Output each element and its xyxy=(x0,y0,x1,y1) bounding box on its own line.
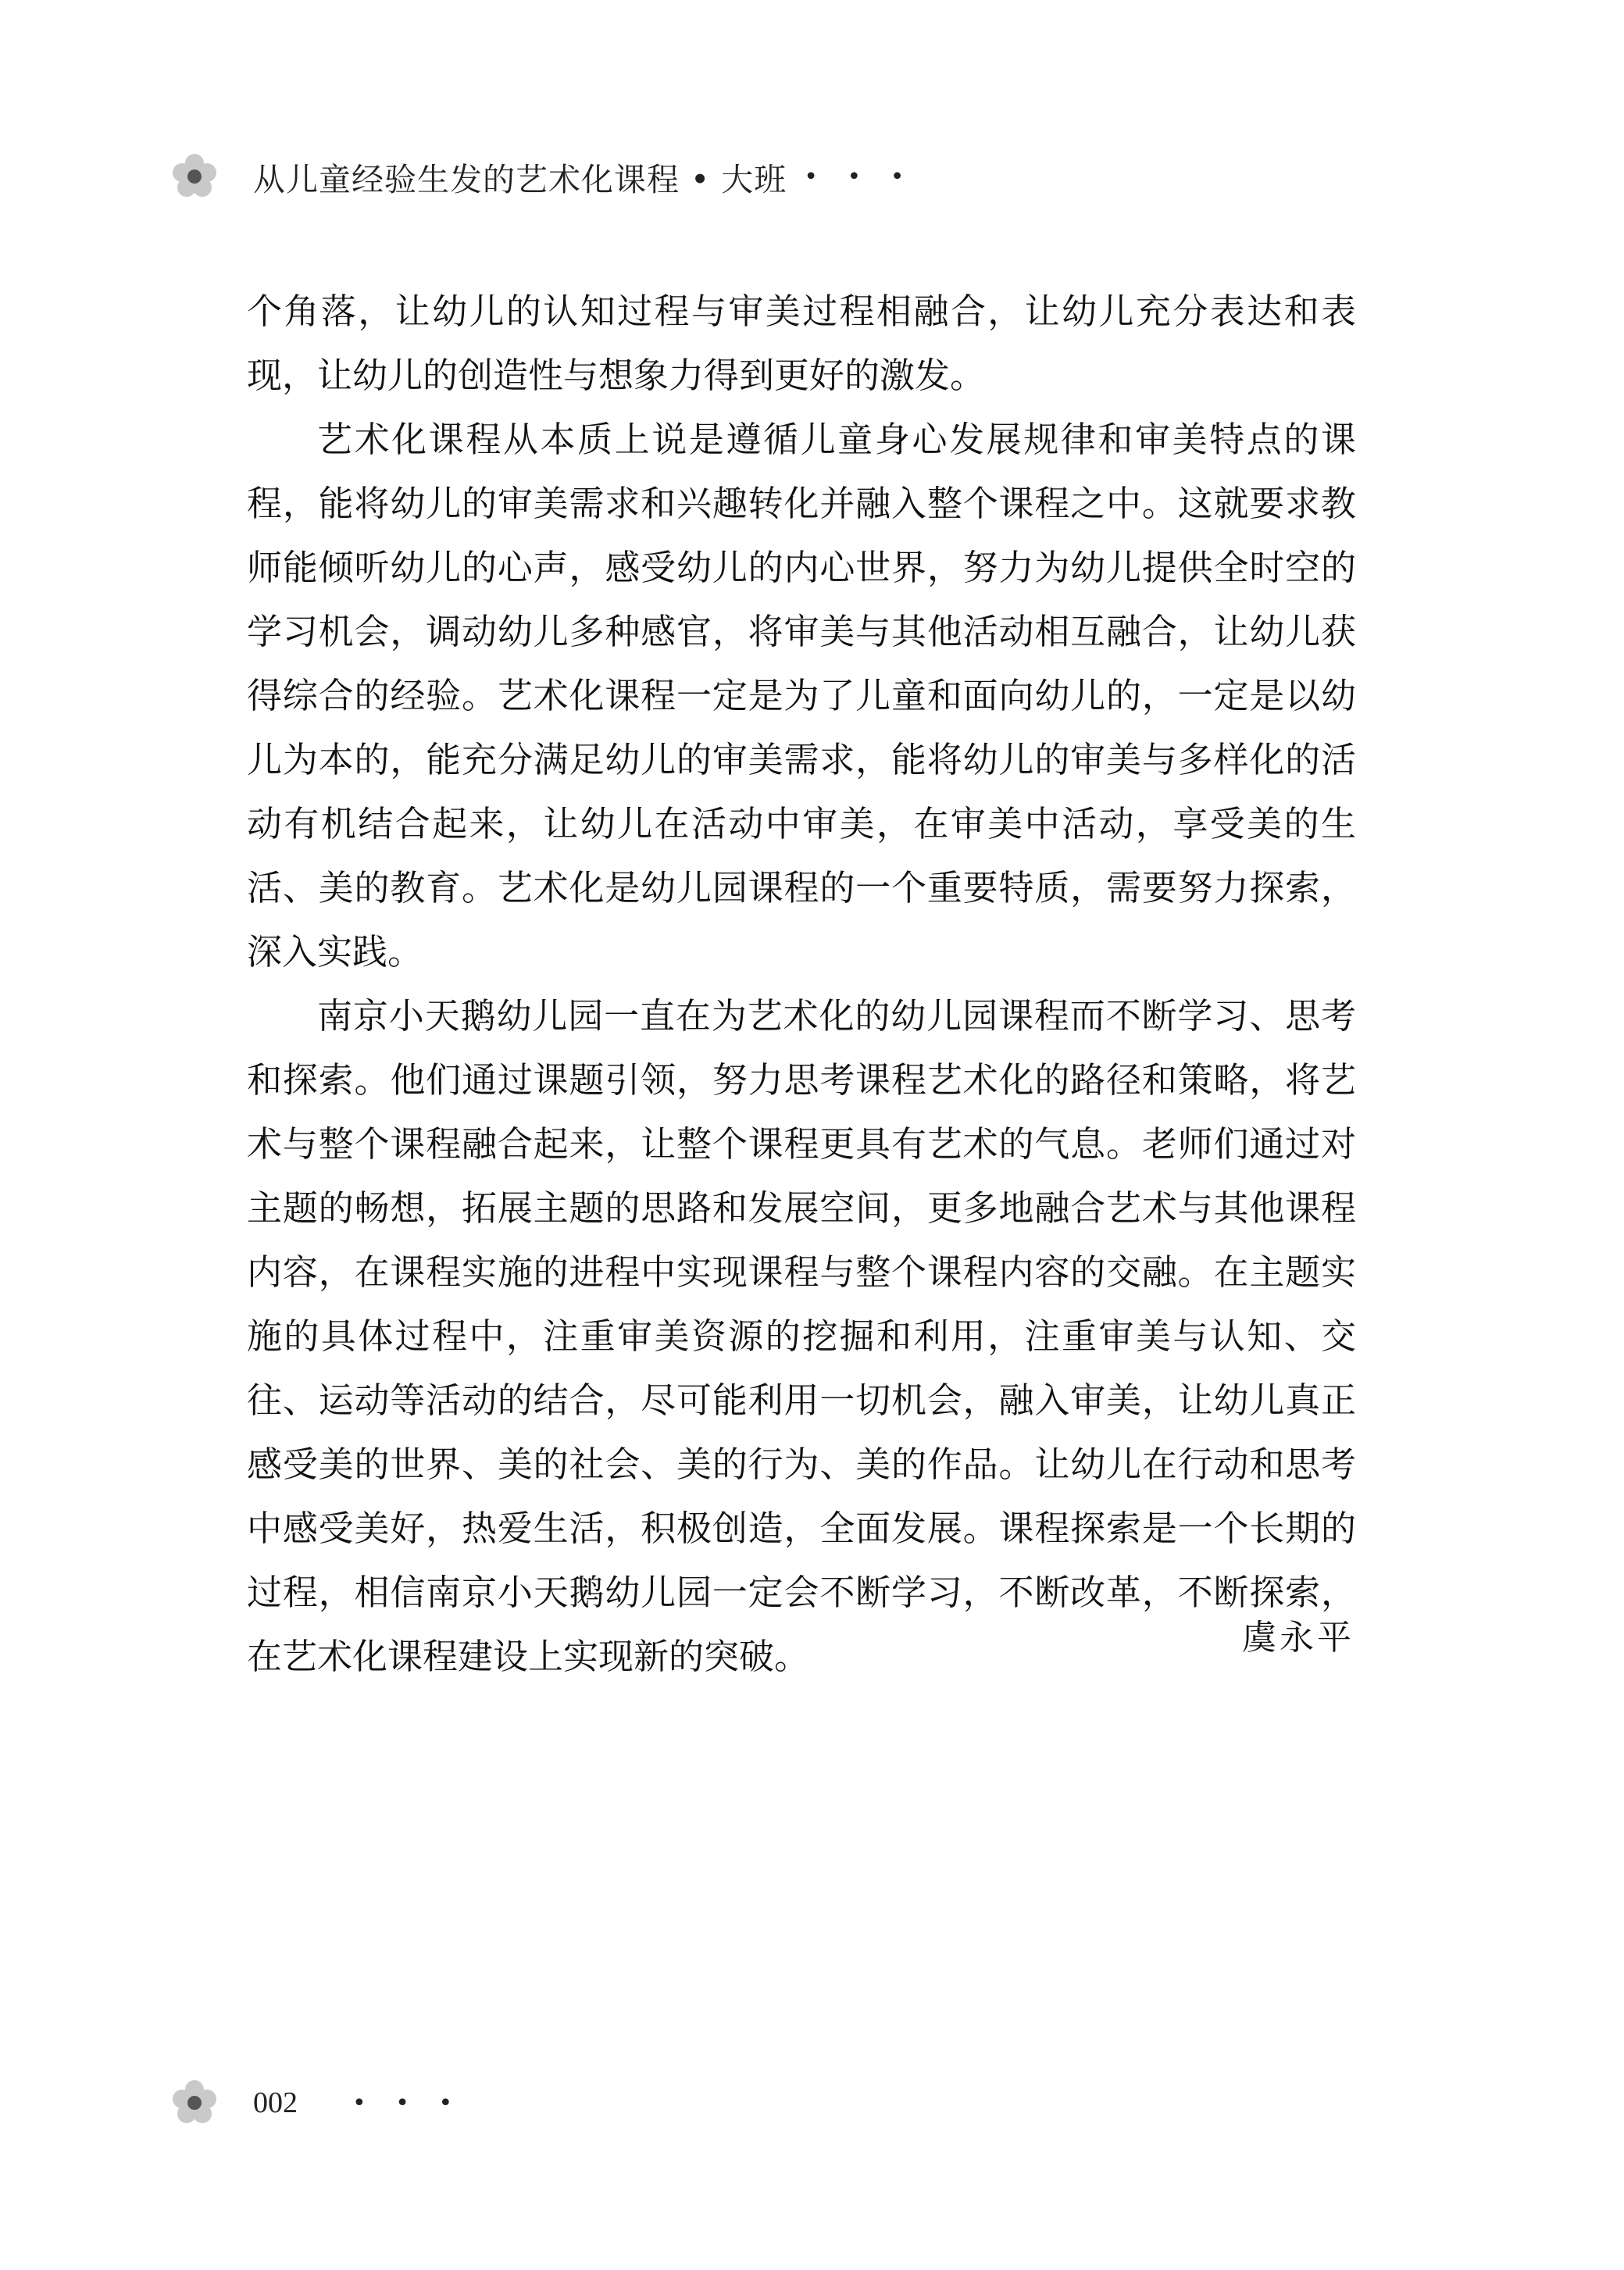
paragraph-art-curriculum: 艺术化课程从本质上说是遵循儿童身心发展规律和审美特点的课程，能将幼儿的审美需求和兴趣转化并融入整个课程之中。这就要求教师能倾听幼儿的心声，感受幼儿的内心世界，努力为幼儿提供全时空的学习机会，调动幼儿多种感官，将审美与其他活动相互融合，让幼儿获得综合的经验。艺术化课程一定是为了儿童和面向幼儿的，一定是以幼儿为本的，能充分满足幼儿的审美需求，能将幼儿的审美与多样化的活动有机结合起来，让幼儿在活动中审美，在审美中活动，享受美的生活、美的教育。艺术化是幼儿园课程的一个重要特质，需要努力探索，深入实践。 xyxy=(247,419,1356,973)
author-signature: 虞永平 xyxy=(1242,1618,1355,1658)
page-number: 002 xyxy=(253,2086,298,2119)
flower-icon xyxy=(170,152,219,201)
body-text xyxy=(247,280,1356,1689)
header-title: 从儿童经验生发的艺术化课程 • 大班 xyxy=(253,160,787,198)
flower-icon xyxy=(170,2079,219,2127)
page-footer xyxy=(170,2079,463,2126)
footer-dots: • • • xyxy=(352,2089,464,2117)
running-header xyxy=(170,153,915,200)
paragraph-continuation: 个角落，让幼儿的认知过程与审美过程相融合，让幼儿充分表达和表现，让幼儿的创造性与想象力得到更好的激发。 xyxy=(247,291,1356,396)
header-dots: • • • xyxy=(804,162,916,191)
paragraph-kindergarten: 南京小天鹅幼儿园一直在为艺术化的幼儿园课程而不断学习、思考和探索。他们通过课题引领，努力思考课程艺术化的路径和策略，将艺术与整个课程融合起来，让整个课程更具有艺术的气息。老师们通过对主题的畅想，拓展主题的思路和发展空间，更多地融合艺术与其他课程内容，在课程实施的进程中实现课程与整个课程内容的交融。在主题实施的具体过程中，注重审美资源的挖掘和利用，注重审美与认知、交往、运动等活动的结合，尽可能利用一切机会，融入审美，让幼儿真正感受美的世界、美的社会、美的行为、美的作品。让幼儿在行动和思考中感受美好，热爱生活，积极创造，全面发展。课程探索是一个长期的过程，相信南京小天鹅幼儿园一定会不断学习，不断改革，不断探索，在艺术化课程建设上实现新的突破。 xyxy=(247,995,1356,1677)
